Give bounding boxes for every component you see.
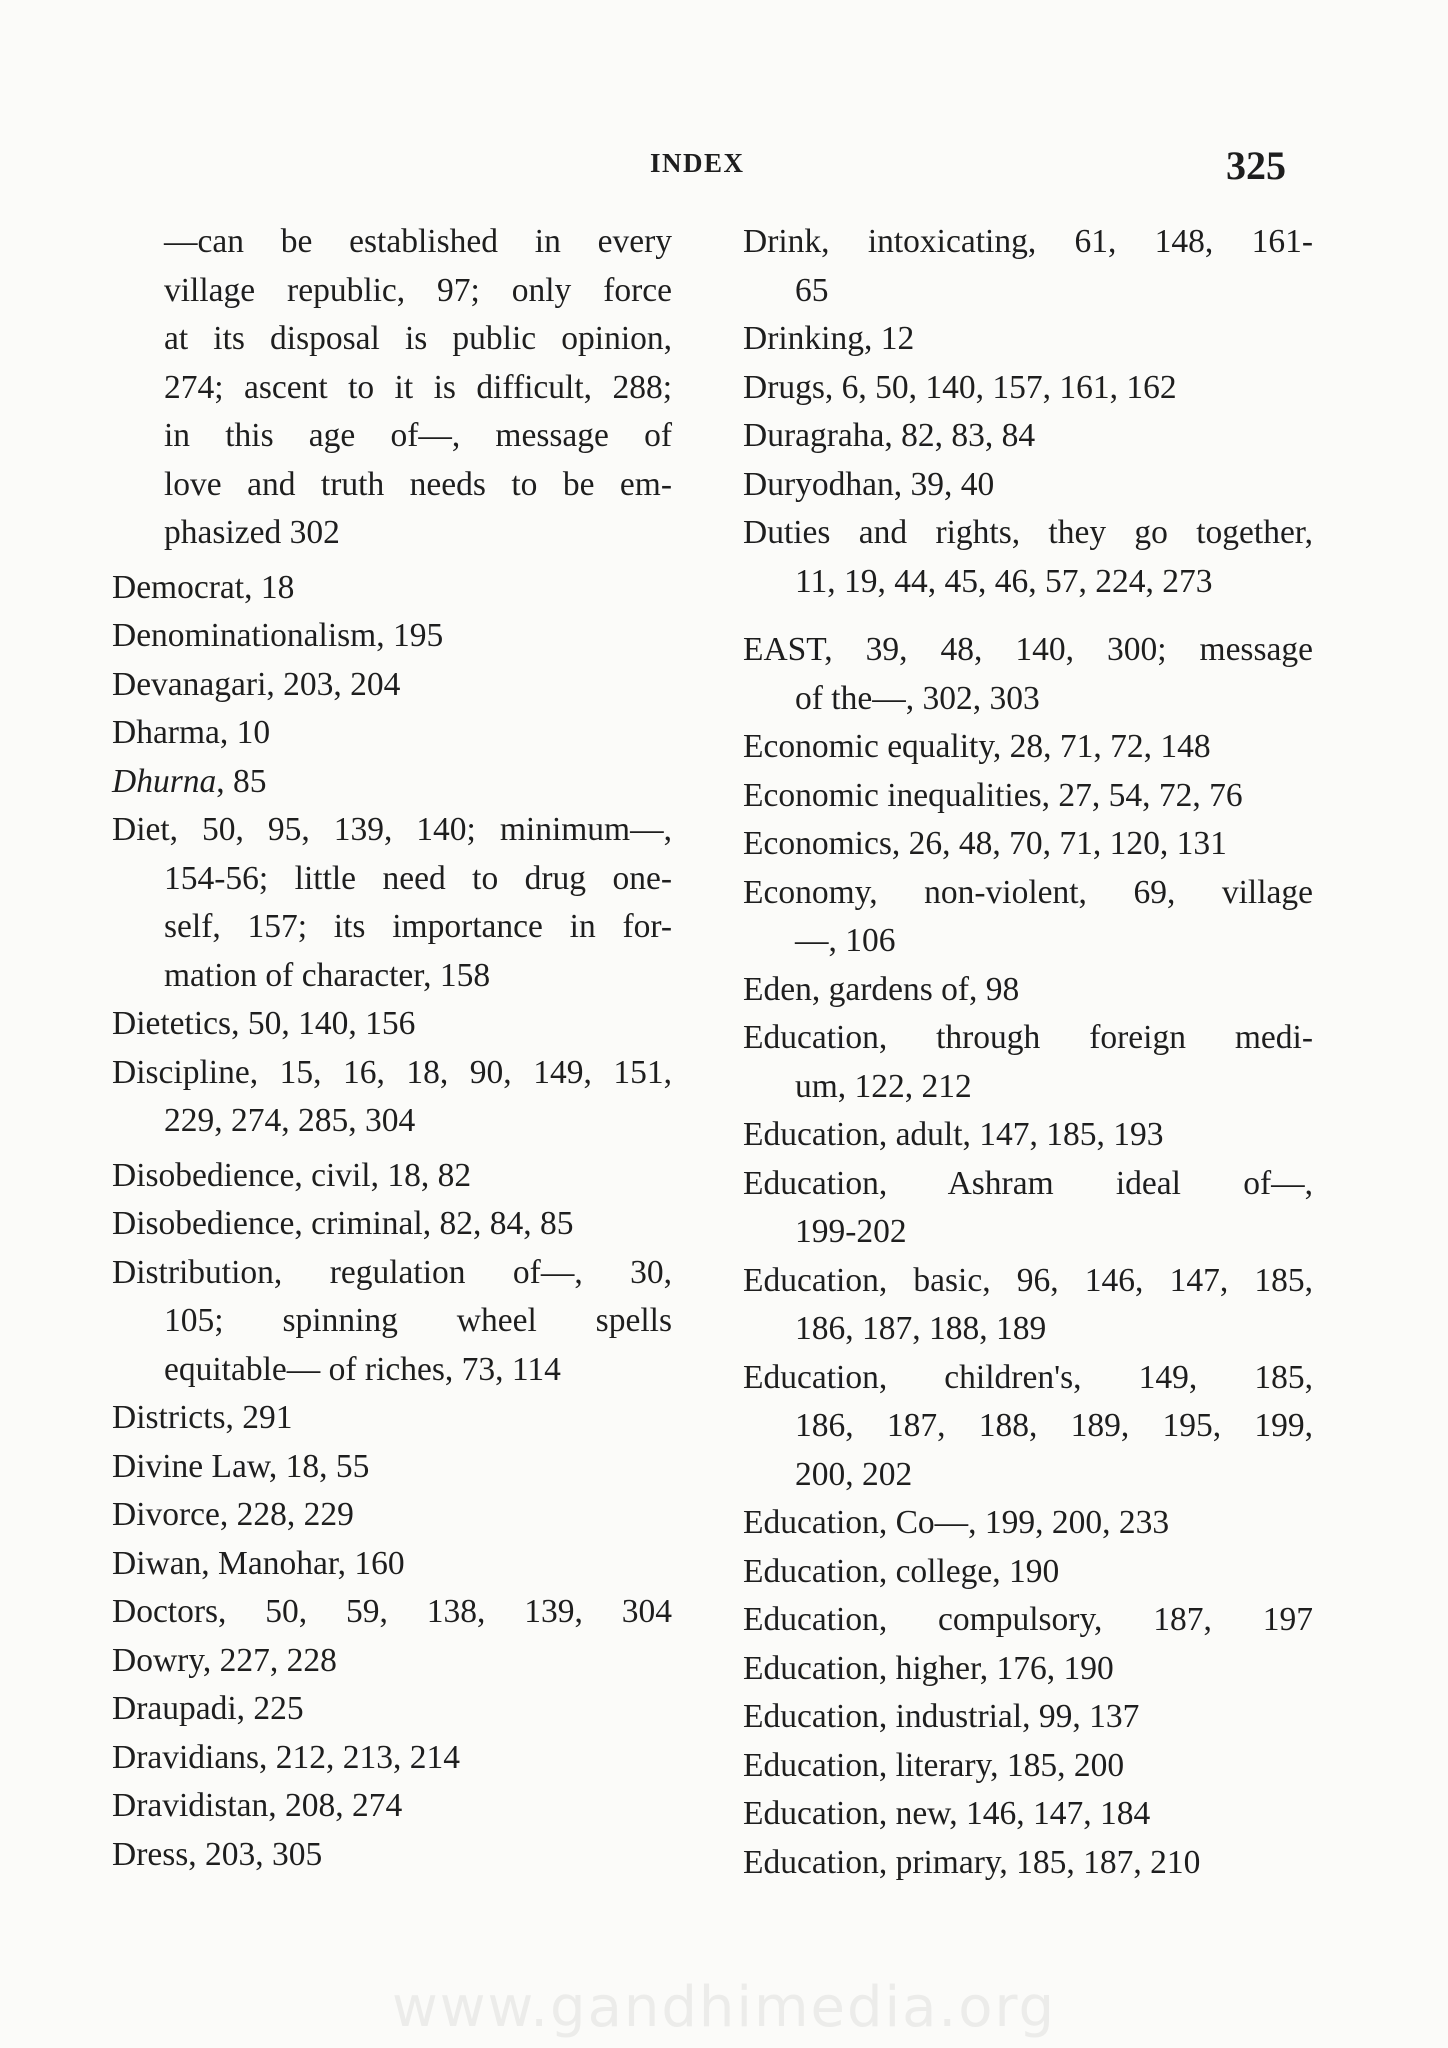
index-entry: Draupadi, 225 — [112, 1690, 304, 1727]
index-line: 186, 187, 188, 189, 195, 199, — [795, 1407, 1313, 1444]
index-entry: Doctors, 50, 59, 138, 139, 304 — [112, 1593, 672, 1630]
index-line: 105; spinning wheel spells — [164, 1302, 672, 1339]
index-line: equitable— of riches, 73, 114 — [164, 1350, 561, 1388]
index-entry: Districts, 291 — [112, 1399, 293, 1436]
index-entry-pages: , 85 — [216, 762, 267, 800]
index-line: um, 122, 212 — [795, 1067, 972, 1105]
index-entry: Drink, intoxicating, 61, 148, 161- — [743, 223, 1313, 260]
index-entry: Dress, 203, 305 — [112, 1835, 323, 1873]
index-entry: Dowry, 227, 228 — [112, 1641, 337, 1679]
index-entry — [112, 758, 672, 807]
index-line: in this age of—, message of — [164, 417, 672, 454]
index-line: phasized 302 — [164, 514, 340, 551]
index-entry: Education, higher, 176, 190 — [743, 1649, 1114, 1687]
index-entry: Economy, non-violent, 69, village — [743, 873, 1313, 911]
index-line: 199-202 — [795, 1213, 907, 1250]
index-entry: Education, adult, 147, 185, 193 — [743, 1116, 1164, 1153]
index-entry: Economic inequalities, 27, 54, 72, 76 — [743, 776, 1243, 814]
index-line: mation of character, 158 — [164, 956, 491, 994]
index-entry: Distribution, regulation of—, 30, — [112, 1253, 672, 1291]
index-line: of the—, 302, 303 — [795, 679, 1040, 717]
index-entry: Education, literary, 185, 200 — [743, 1746, 1125, 1784]
index-entry: Diet, 50, 95, 139, 140; minimum—, — [112, 811, 672, 848]
index-line: love and truth needs to be em- — [164, 465, 672, 503]
index-entry: Disobedience, criminal, 82, 84, 85 — [112, 1205, 574, 1242]
index-entry: Education, Ashram ideal of—, — [743, 1164, 1313, 1202]
running-head: INDEX — [650, 148, 745, 178]
index-entry: Education, primary, 185, 187, 210 — [743, 1843, 1201, 1881]
index-line: —, 106 — [795, 922, 896, 959]
index-entry: Education, new, 146, 147, 184 — [743, 1795, 1151, 1832]
index-entry: Education, industrial, 99, 137 — [743, 1698, 1140, 1735]
index-entry: Discipline, 15, 16, 18, 90, 149, 151, — [112, 1053, 672, 1091]
index-line: 274; ascent to it is difficult, 288; — [164, 368, 672, 406]
index-column-right — [743, 218, 1313, 1887]
index-entry: Dietetics, 50, 140, 156 — [112, 1005, 416, 1042]
index-entry: Duragraha, 82, 83, 84 — [743, 417, 1036, 454]
index-entry: Dravidistan, 208, 274 — [112, 1787, 403, 1824]
index-line: 11, 19, 44, 45, 46, 57, 224, 273 — [795, 562, 1213, 600]
index-line: 186, 187, 188, 189 — [795, 1310, 1047, 1347]
index-line: 229, 274, 285, 304 — [164, 1102, 416, 1139]
index-entry: Education, compulsory, 187, 197 — [743, 1601, 1313, 1638]
page-number: 325 — [1226, 143, 1286, 188]
watermark: www.gandhimedia.org — [391, 1975, 1057, 2040]
index-entry: Economics, 26, 48, 70, 71, 120, 131 — [743, 825, 1227, 862]
index-entry: Disobedience, civil, 18, 82 — [112, 1156, 472, 1194]
index-line: 200, 202 — [795, 1455, 913, 1493]
index-entry: Divine Law, 18, 55 — [112, 1447, 370, 1485]
index-entry: Diwan, Manohar, 160 — [112, 1544, 405, 1582]
index-entry: Eden, gardens of, 98 — [743, 970, 1020, 1008]
index-entry-italic-term: Dhurna — [112, 762, 217, 800]
index-entry: Education, through foreign medi- — [743, 1019, 1313, 1056]
index-entry: Drinking, 12 — [743, 320, 915, 357]
page-header — [0, 142, 1448, 194]
index-entry: Denominationalism, 195 — [112, 617, 444, 654]
index-entry: Dharma, 10 — [112, 714, 271, 751]
index-entry: Education, children's, 149, 185, — [743, 1358, 1313, 1396]
index-entry: Duryodhan, 39, 40 — [743, 465, 995, 503]
index-line: —can be established in every — [164, 223, 672, 260]
index-entry: Education, college, 190 — [743, 1552, 1060, 1590]
index-entry: Education, Co—, 199, 200, 233 — [743, 1504, 1170, 1541]
index-line: 154-56; little need to drug one- — [164, 859, 672, 897]
index-entry: Economic equality, 28, 71, 72, 148 — [743, 728, 1211, 765]
index-entry: Devanagari, 203, 204 — [112, 665, 401, 703]
index-entry: Democrat, 18 — [112, 568, 295, 606]
index-entry: Divorce, 228, 229 — [112, 1496, 354, 1533]
index-entry: Education, basic, 96, 146, 147, 185, — [743, 1261, 1313, 1299]
index-entry: Dravidians, 212, 213, 214 — [112, 1738, 460, 1776]
index-entry: Drugs, 6, 50, 140, 157, 161, 162 — [743, 368, 1177, 406]
index-line: village republic, 97; only force — [164, 271, 672, 309]
index-column-left — [112, 218, 672, 1879]
index-entry: EAST, 39, 48, 140, 300; message — [743, 631, 1313, 668]
index-line: at its disposal is public opinion, — [164, 320, 672, 357]
index-line: 65 — [795, 271, 829, 309]
index-line: self, 157; its importance in for- — [164, 908, 672, 945]
index-entry: Duties and rights, they go together, — [743, 514, 1313, 551]
